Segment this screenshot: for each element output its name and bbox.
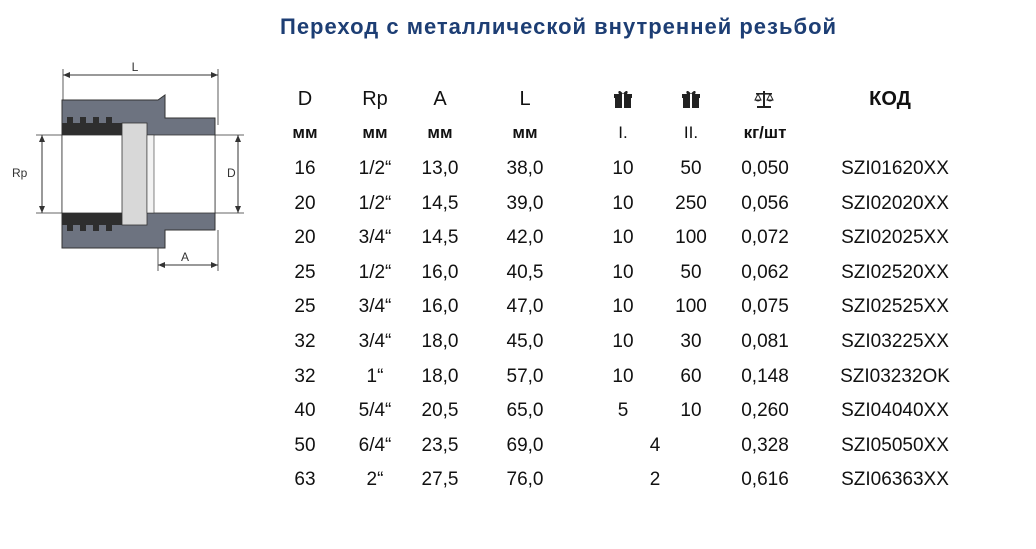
cell-D: 25: [294, 296, 316, 318]
cell-Rp: 1/2“: [358, 192, 392, 214]
page-title: Переход с металлической внутренней резьбой: [280, 14, 838, 39]
cell-code: SZI03232OK: [840, 365, 950, 387]
cell-D: 20: [294, 192, 316, 214]
cell-weight: 0,050: [741, 158, 789, 179]
dim-label-L: L: [131, 60, 139, 74]
dim-label-A: A: [180, 250, 190, 264]
cell-D: 32: [294, 365, 316, 387]
cell-pack-1: 10: [612, 331, 634, 352]
cell-L: 38,0: [506, 158, 544, 179]
cell-pack-2: 250: [675, 192, 707, 214]
cell-weight: 0,056: [741, 192, 789, 214]
cell-D: 20: [294, 227, 316, 249]
header-L: L: [519, 88, 531, 110]
cell-L: 40,5: [506, 261, 544, 283]
cell-A: 16,0: [421, 296, 459, 318]
cell-pack-1: 10: [612, 227, 634, 249]
cell-pack-2: 60: [680, 365, 702, 387]
cell-A: 18,0: [421, 365, 459, 387]
cell-Rp: 1/2“: [358, 261, 392, 283]
unit-pack-1: I.: [618, 123, 628, 142]
cell-D: 25: [294, 261, 316, 283]
cell-L: 69,0: [506, 434, 544, 456]
cell-L: 76,0: [506, 469, 544, 491]
cell-D: 32: [294, 331, 316, 352]
cell-Rp: 3/4“: [358, 331, 392, 352]
cell-code: SZI02025XX: [841, 227, 949, 249]
cell-pack-1: 10: [612, 296, 634, 318]
cell-pack-1: 4: [649, 434, 661, 456]
cell-code: SZI05050XX: [841, 434, 949, 456]
cell-L: 57,0: [506, 365, 544, 387]
box-icon: [680, 88, 702, 110]
cell-Rp: 3/4“: [358, 296, 392, 318]
cell-code: SZI02525XX: [841, 296, 949, 318]
cell-Rp: 5/4“: [358, 400, 392, 422]
cell-pack-2: 50: [680, 158, 702, 179]
cell-weight: 0,616: [741, 469, 789, 491]
cell-Rp: 1“: [366, 365, 384, 387]
cell-L: 47,0: [506, 296, 544, 318]
cell-weight: 0,328: [741, 434, 789, 456]
cell-pack-1: 2: [649, 469, 661, 491]
cell-A: 20,5: [421, 400, 459, 422]
cell-A: 14,5: [421, 192, 459, 214]
header-A: A: [433, 88, 447, 110]
cell-pack-2: 100: [675, 296, 707, 318]
unit-A: мм: [427, 123, 453, 142]
cell-pack-1: 10: [612, 365, 634, 387]
header-D: D: [297, 88, 313, 110]
cell-code: SZI06363XX: [841, 469, 949, 491]
cell-Rp: 3/4“: [358, 227, 392, 249]
dim-label-D: D: [227, 166, 236, 180]
cell-L: 39,0: [506, 192, 544, 214]
cell-A: 18,0: [421, 331, 459, 352]
cell-pack-1: 10: [612, 261, 634, 283]
cell-D: 63: [294, 469, 316, 491]
cell-pack-1: 10: [612, 158, 634, 179]
cell-D: 50: [294, 434, 316, 456]
cell-weight: 0,081: [741, 331, 789, 352]
cell-pack-2: 10: [680, 400, 702, 422]
unit-D: мм: [292, 123, 318, 142]
unit-weight: кг/шт: [743, 123, 787, 142]
dim-label-Rp: Rp: [12, 166, 28, 180]
scale-icon: [753, 88, 775, 110]
cell-weight: 0,062: [741, 261, 789, 283]
cell-code: SZI01620XX: [841, 158, 949, 179]
cell-L: 45,0: [506, 331, 544, 352]
cell-pack-2: 50: [680, 261, 702, 283]
cell-code: SZI04040XX: [841, 400, 949, 422]
cell-A: 23,5: [421, 434, 459, 456]
cell-weight: 0,072: [741, 227, 789, 249]
cell-Rp: 1/2“: [358, 158, 392, 179]
cell-Rp: 6/4“: [358, 434, 392, 456]
cell-A: 13,0: [421, 158, 459, 179]
cell-A: 27,5: [421, 469, 459, 491]
cell-code: SZI02520XX: [841, 261, 949, 283]
cell-L: 42,0: [506, 227, 544, 249]
cell-weight: 0,148: [741, 365, 789, 387]
cell-weight: 0,075: [741, 296, 789, 318]
cell-L: 65,0: [506, 400, 544, 422]
unit-L: мм: [512, 123, 538, 142]
cell-code: SZI03225XX: [841, 331, 949, 352]
header-code: КОД: [869, 88, 911, 110]
cell-pack-1: 10: [612, 192, 634, 214]
cell-pack-2: 100: [675, 227, 707, 249]
cell-pack-2: 30: [680, 331, 702, 352]
fitting-drawing: [10, 55, 260, 275]
cell-weight: 0,260: [741, 400, 789, 422]
cell-A: 16,0: [421, 261, 459, 283]
cell-pack-1: 5: [617, 400, 629, 422]
cell-A: 14,5: [421, 227, 459, 249]
cell-D: 16: [294, 158, 316, 179]
box-icon: [612, 88, 634, 110]
unit-pack-2: II.: [683, 123, 699, 142]
unit-Rp: мм: [362, 123, 388, 142]
header-Rp: Rp: [362, 88, 388, 110]
cell-D: 40: [294, 400, 316, 422]
cell-code: SZI02020XX: [841, 192, 949, 214]
cell-Rp: 2“: [366, 469, 384, 491]
